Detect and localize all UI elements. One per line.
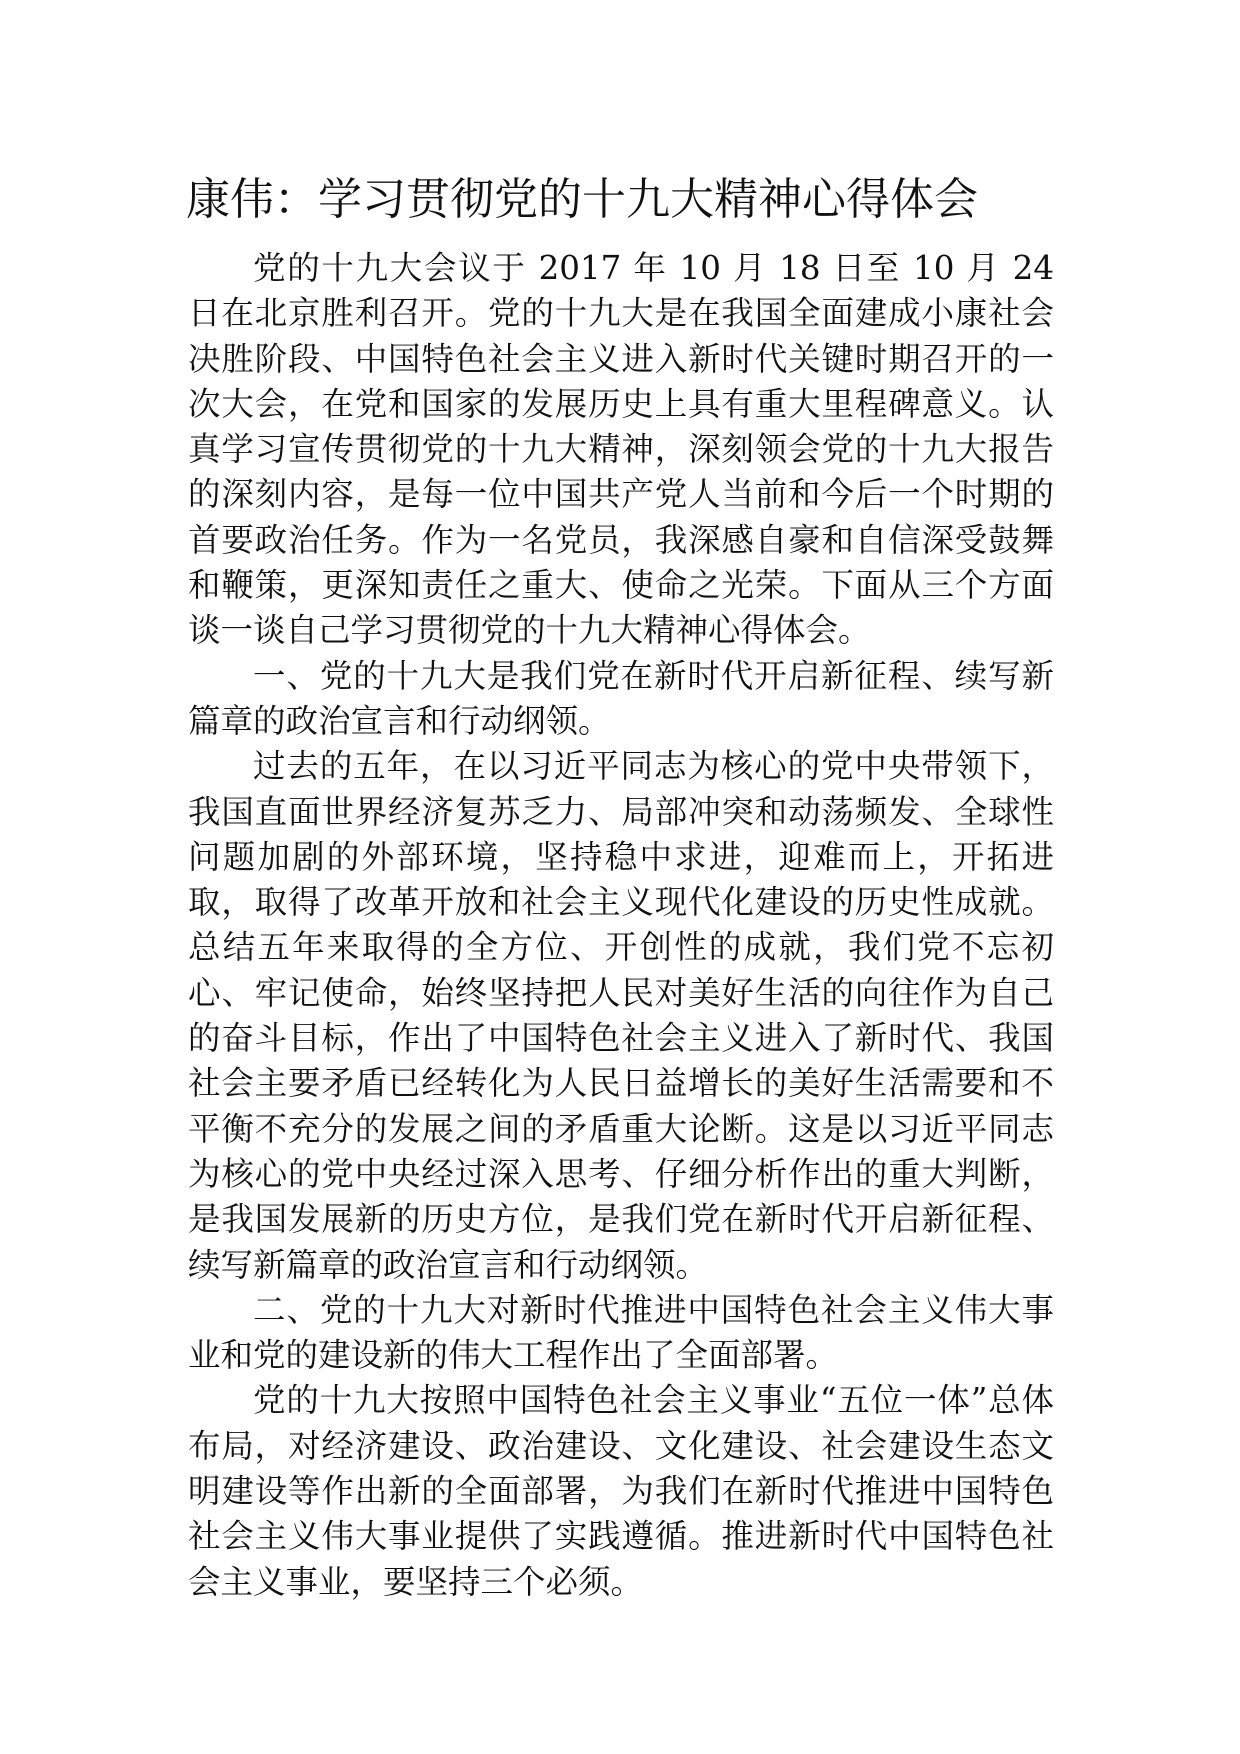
section-heading-2: 二、党的十九大对新时代推进中国特色社会主义伟大事业和党的建设新的伟大工程作出了全面部署。 — [188, 1290, 1054, 1375]
paragraph-intro: 党的十九大会议于 2017 年 10 月 18 日至 10 月 24 日在北京胜利召开。党的十九大是在我国全面建成小康社会决胜阶段、中国特色社会主义进入新时代关键时期召开的一次大会，在党和国家的发展历史上具有重大里程碑意义。认真学习宣传贯彻党的十九大精神，深刻领会党的十九大报告的深刻内容，是每一位中国共产党人当前和今后一个时期的首要政治任务。作为一名党员，我深感自豪和自信深受鼓舞和鞭策，更深知责任之重大、使命之光荣。下面从三个方面谈一谈自己学习贯彻党的十九大精神心得体会。 — [188, 249, 1054, 650]
paragraph-section-1: 过去的五年，在以习近平同志为核心的党中央带领下，我国直面世界经济复苏乏力、局部冲突和动荡频发、全球性问题加剧的外部环境，坚持稳中求进，迎难而上，开拓进取，取得了改革开放和社会主义现代化建设的历史性成就。总结五年来取得的全方位、开创性的成就，我们党不忘初心、牢记使命，始终坚持把人民对美好生活的向往作为自己的奋斗目标，作出了中国特色社会主义进入了新时代、我国社会主要矛盾已经转化为人民日益增长的美好生活需要和不平衡不充分的发展之间的矛盾重大论断。这是以习近平同志为核心的党中央经过深入思考、仔细分析作出的重大判断，是我国发展新的历史方位，是我们党在新时代开启新征程、续写新篇章的政治宣言和行动纲领。 — [188, 747, 1054, 1284]
page-title: 康伟：学习贯彻党的十九大精神心得体会 — [186, 174, 978, 225]
section-heading-1: 一、党的十九大是我们党在新时代开启新征程、续写新篇章的政治宣言和行动纲领。 — [188, 656, 1054, 740]
paragraph-section-2: 党的十九大按照中国特色社会主义事业“五位一体”总体布局，对经济建设、政治建设、文化建设、社会建设生态文明建设等作出新的全面部署，为我们在新时代推进中国特色社会主义伟大事业提供了实践遵循。推进新时代中国特色社会主义事业，要坚持三个必须。 — [188, 1381, 1054, 1601]
document-body — [188, 246, 1054, 1605]
